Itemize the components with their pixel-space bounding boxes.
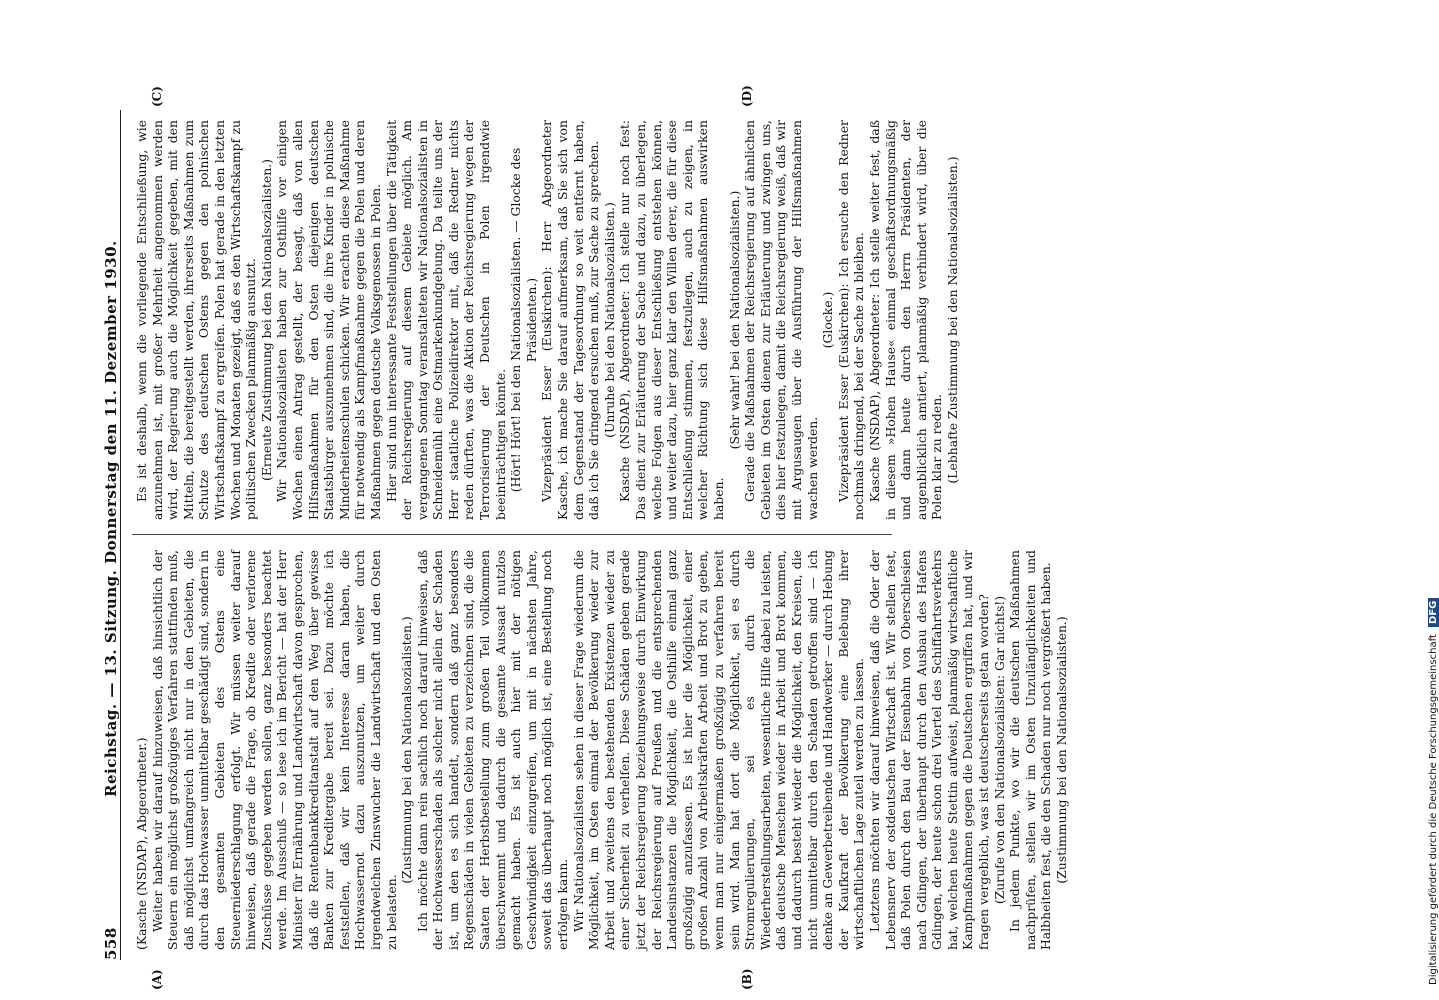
interjection: (Zurufe von den Nationalsozialisten: Gar nichts!) <box>991 595 1007 905</box>
paragraph: Letztens möchten wir darauf hinweisen, daß die Oder der Lebensnerv der ostdeutschen Wirtschaft ist. Wir stellen fest, daß Polen durch den Bau der Eisenbahn von Oberschlesien nach Gdingen, der überhaupt durch den Ausbau des Hafens Gdingen, der heute schon drei Viertel des Schiffahrtsverkehrs hat, welchen heute Stettin aufweist, planmäßig wirtschaftliche Kampfmaßnahmen gegen die Deutschen ergriffen hat, und wir fragen vergeblich, was ist deutscherseits getan worden? <box>866 550 992 950</box>
text-column-right <box>134 120 960 520</box>
paragraph: In jedem Punkte, wo wir die deutschen Maßnahmen nachprüfen, stellen wir im Osten Unzulänglichkeiten und Halbheiten fest, die den Schaden nur noch vergrößert haben. <box>1007 550 1054 950</box>
paragraph: Wir Nationalsozialisten haben zur Osthilfe vor einigen Wochen einen Antrag gestellt, der besagt, daß von allen Hilfsmaßnahmen für den Osten diejenigen deutschen Staatsbürger auszunehmen sind, die ihre Kinder in polnische Minderheitenschulen schicken. Wir erachten diese Maßnahme für notwendig als Kampfmaßnahme gegen die Polen und deren Maßnahmen gegen deutsche Volksgenossen in Polen. <box>274 120 383 520</box>
interjection: (Sehr wahr! bei den Nationalsozialisten.) <box>726 190 742 450</box>
paragraph: Es ist deshalb, wenn die vorliegende Entschließung, wie anzunehmen ist, mit großer Mehrheit angenommen werden wird, der Regierung auch die Möglichkeit gegeben, mit den Mitteln, die bereitgestellt werden, ihrerseits Maßnahmen zum Schutze des deutschen Ostens gegen den polnischen Wirtschaftskampf zu ergreifen. Polen hat gerade in den letzten Wochen und Monaten gezeigt, daß es den Wirtschaftskampf zu politischen Zwecken planmäßig ausnutzt. <box>134 120 259 520</box>
rotated-document <box>90 85 1390 990</box>
margin-mark-b: (B) <box>740 968 754 990</box>
interjection: (Zustimmung bei den Nationalsozialisten.) <box>1054 616 1070 884</box>
speech-kasche: Kasche (NSDAP), Abgeordneter: Ich stelle weiter fest, daß in diesem »Hohen Hause« einmal geschäftsordnungsmäßig und dann heute durch den Herrn Präsidenten, der augenblicklich amtiert, planmäßig verhindert wird, über die Polen klar zu reden. <box>866 120 945 520</box>
speech-kasche: Kasche (NSDAP), Abgeordneter: Ich stelle nur noch fest: Das dient zur Erläuterung der Sache und dazu, zu überlegen, welche Folgen aus dieser Entschließung entstehen können, und weiter dazu, hier ganz klar den Willen derer, die für diese Entschließung stimmen, festzulegen, auch zu zeigen, in welcher Richtung sich diese Hilfsmaßnahmen auswirken haben. <box>617 120 726 520</box>
speech-vizepraesident: Vizepräsident Esser (Euskirchen): Ich ersuche den Redner nochmals dringend, bei der Sache zu bleiben. <box>835 120 867 520</box>
text-column-left <box>134 550 1070 950</box>
paragraph: Ich möchte dann rein sachlich noch darauf hinweisen, daß der Hochwasserschaden als solcher nicht allein der Schaden ist, um den es sich handelt, sondern daß ganz besonders Regenschäden in vielen Gebieten zu verzeichnen sind, die die Saaten der Herbstbestellung zum großen Teil vollkommen überschwemmt und dadurch die gesamte Aussaat nutzlos gemacht haben. Es ist auch hier mit der nötigen Geschwindigkeit einzugreifen, um mit in nächsten Jahre, soweit das überhaupt noch möglich ist, eine Bestellung noch erfolgen kann. <box>414 550 571 950</box>
paragraph: Gerade die Maßnahmen der Reichsregierung auf ähnlichen Gebieten im Osten dienen zur Erläuterung und zwingen uns, dies hier festzulegen, damit die Reichsregierung weiß, daß wir mit Argusaugen über die Ausführung der Hilfsmaßnahmen wachen werden. <box>742 120 820 520</box>
speech-vizepraesident: Vizepräsident Esser (Euskirchen): Herr Abgeordneter Kasche, ich mache Sie darauf aufmerksam, daß Sie sich von dem Gegenstand der Tagesordnung so weit entfernt haben, daß ich Sie dringend ersuchen muß, zur Sache zu sprechen. <box>539 120 602 520</box>
page-title: Reichstag. — 13. Sitzung. Donnerstag den 11. Dezember 1930. <box>102 240 120 797</box>
interjection: (Hört! Hört! bei den Nationalsozialisten. — Glocke des Präsidenten.) <box>508 147 539 493</box>
column-divider <box>132 534 892 535</box>
paragraph: Hier sind nun interessante Feststellungen über die Tätigkeit der Reichsregierung auf diesem Gebiete möglich. Am vergangenen Sonntag veranstalteten wir Nationalsozialisten in Schneidemühl eine Ostmarkenkundgebung. Da teilte uns der Herr staatliche Polizeidirektor mit, daß die Redner nichts reden dürften, was die Aktion der Reichsregierung wegen der Terrorisierung der Deutschen in Polen irgendwie beeinträchtigen könnte. <box>383 120 508 520</box>
speaker-line: (Kasche (NSDAP), Abgeordneter.) <box>134 737 149 950</box>
interjection: (Glocke.) <box>820 291 836 349</box>
digitization-notice <box>1428 598 1439 985</box>
interjection: (Zustimmung bei den Nationalsozialisten.) <box>399 616 415 884</box>
digitization-notice-text: Digitalisierung gefördert durch die Deutsche Forschungsgemeinschaft <box>1428 634 1439 985</box>
paragraph: Wir Nationalsozialisten sehen in dieser Frage wiederum die Möglichkeit, im Osten einmal der Bevölkerung wieder zur Arbeit und zweitens den bestehenden Existenzen wieder zu einer Sicherheit zu verhelfen. Diese Schäden geben gerade jetzt der Reichsregierung beziehungsweise durch Einwirkung der Reichsregierung auf Preußen und die entsprechenden Landesinstanzen die Möglichkeit, die Osthilfe einmal ganz großzügig anzufassen. Es ist hier die Möglichkeit, einer großen Anzahl von Arbeitskräften Arbeit und Brot zu geben, wenn man nur einigermaßen großzügig zu verfahren bereit sein wird. Man hat dort die Möglichkeit, sei es durch Stromregulierungen, sei es durch die Wiederherstellungsarbeiten, wesentliche Hilfe dabei zu leisten, daß deutsche Menschen wieder in Arbeit und Brot kommen, und dadurch besteht wieder die Möglichkeit, den Kreisen, die nicht unmittelbar durch den Schaden getroffen sind — ich denke an Gewerbetreibende und Handwerker — durch Hebung der Kaufkraft der Bevölkerung eine Belebung ihrer wirtschaftlichen Lage zuteil werden zu lassen. <box>570 550 867 950</box>
running-header <box>90 110 121 960</box>
margin-mark-d: (D) <box>740 85 754 107</box>
interjection: (Erneute Zustimmung bei den Nationalsozialisten.) <box>258 159 274 481</box>
margin-mark-a: (A) <box>150 969 164 990</box>
margin-mark-c: (C) <box>150 86 164 107</box>
interjection: (Unruhe bei den Nationalsozialisten.) <box>601 202 617 438</box>
page-number: 558 <box>102 927 120 960</box>
dfg-logo: DFG <box>1428 598 1439 627</box>
paragraph: Weiter haben wir darauf hinzuweisen, daß hinsichtlich der Steuern ein möglichst großzügiges Verfahren stattfinden muß, daß möglichst umfangreich nicht nur in den Gebieten, die durch das Hochwasser unmittelbar geschädigt sind, sondern in den gesamten Gebieten des Ostens eine Steuerniederschlagung erfolgt. Wir müssen weiter darauf hinweisen, daß gerade die Frage, ob Kredite oder verlorene Zuschüsse gegeben werden sollen, ganz besonders beachtet werde. Im Ausschuß — so lese ich im Bericht — hat der Herr Minister für Ernährung und Landwirtschaft davon gesprochen, daß die Rentenbankkreditanstalt auf den Weg über gewisse Banken zur Kreditergabe bereit sei. Dazu möchte ich feststellen, daß wir kein Interesse daran haben, die Hochwassernot dazu auszunutzen, um weiter durch irgendwelchen Zinswucher die Landwirtschaft und den Osten zu belasten. <box>149 550 399 950</box>
interjection: (Lebhafte Zustimmung bei den Nationalsozialisten.) <box>944 156 960 484</box>
